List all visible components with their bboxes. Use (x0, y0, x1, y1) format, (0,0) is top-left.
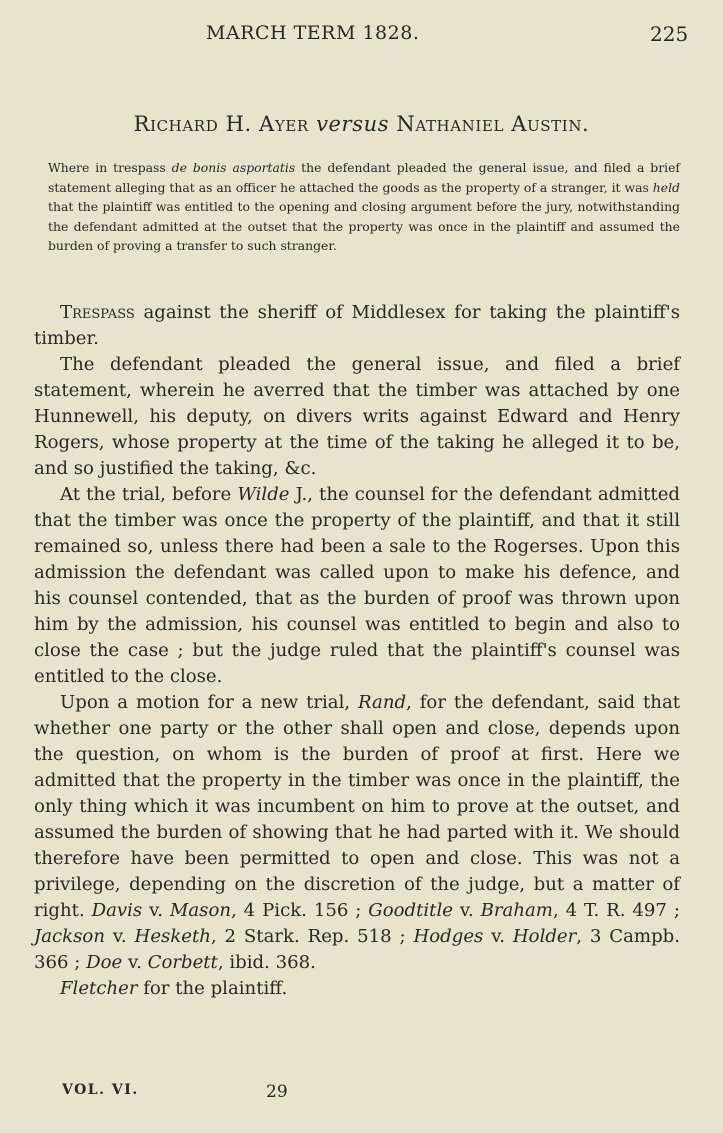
paragraph-text: At the trial, before (60, 484, 238, 505)
volume-label: VOL. VI. (62, 1082, 139, 1098)
citation-v: v. (452, 900, 481, 921)
page-header (0, 22, 723, 52)
signature-mark: 29 (266, 1082, 288, 1102)
defendant-name: Nathaniel Austin. (396, 112, 590, 136)
citation-party: Hodges (413, 926, 484, 947)
citation-ref: , 4 T. R. 497 ; (552, 900, 680, 921)
citation-ref: , 2 Stark. Rep. 518 ; (210, 926, 414, 947)
counsel-name: Fletcher (60, 978, 138, 999)
report-body (34, 300, 680, 1002)
paragraph-text: against the sheriff of Middlesex for taking the plaintiff's timber. (34, 302, 680, 349)
headnote-text: Where in trespass (48, 160, 172, 175)
citation-party: Doe (86, 952, 123, 973)
headnote-text: the defendant pleaded the general issue, and filed a brief statement alleging that as an officer he attached the goods as the property of a stranger, it was (48, 160, 680, 195)
citation-party: Mason (169, 900, 232, 921)
citation-party: Braham (480, 900, 553, 921)
citation-party: Corbett (147, 952, 218, 973)
versus-word: versus (316, 112, 390, 136)
case-title (0, 112, 723, 136)
citation-v: v. (142, 900, 170, 921)
citation-v: v. (122, 952, 148, 973)
judge-name: Wilde (237, 484, 290, 505)
citation-party: Goodtitle (368, 900, 453, 921)
citation-party: Holder (512, 926, 577, 947)
citation-party: Davis (91, 900, 143, 921)
citation-ref: , 4 Pick. 156 ; (231, 900, 369, 921)
paragraph-text: , for the defendant, said that whether one party or the other shall open and close, depends upon the question, on whom is the burden of proof at first. Here we admitted that the property in the timber was once in the plaintiff, the only thing which it was incumbent on him to prove at the outset, and assumed the burden of showing that he had parted with it. We should therefore have been permitted to open and close. This was not a privilege, depending on the discretion of the judge, but a matter of right. (34, 692, 680, 921)
running-head: MARCH TERM 1828. (206, 22, 420, 44)
paragraph-trespass (34, 300, 680, 352)
paragraph-motion (34, 690, 680, 976)
headnote-paragraph (48, 158, 680, 256)
paragraph-text: Upon a motion for a new trial, (60, 692, 359, 713)
paragraph-plaintiff-counsel (34, 976, 680, 1002)
paragraph-text: for the plaintiff. (137, 978, 288, 999)
citation-party: Hesketh (134, 926, 211, 947)
citation-party: Jackson (34, 926, 105, 947)
citation-ref: , 3 Campb. 366 ; (34, 926, 680, 973)
paragraph-trial (34, 482, 680, 690)
paragraph-text: J., the counsel for the defendant admitted that the timber was once the property of the plaintiff, and that it still remained so, unless there had been a sale to the Rogerses. Upon this admission the defendant was called upon to make his defence, and his counsel contended, that as the burden of proof was thrown upon him by the admission, his counsel was entitled to begin and also to close the case ; but the judge ruled that the plaintiff's counsel was entitled to the close. (34, 484, 680, 687)
paragraph-pleading: The defendant pleaded the general issue, and filed a brief statement, wherein he averred that the timber was attached by one Hunnewell, his deputy, on divers writs against Edward and Henry Rogers, whose property at the time of the taking he alleged it to be, and so justified the taking, &c. (34, 354, 680, 479)
citation-v: v. (104, 926, 135, 947)
headnote (48, 158, 680, 256)
headnote-latin-term: de bonis asportatis (171, 160, 296, 175)
citation-v: v. (483, 926, 513, 947)
lead-word: Trespass (60, 302, 135, 323)
headnote-held: held (652, 179, 680, 195)
plaintiff-name: Richard H. Ayer (133, 112, 309, 136)
counsel-name: Rand (358, 692, 407, 713)
citation-ref: , ibid. 368. (217, 952, 316, 973)
page-number: 225 (650, 22, 689, 46)
page-footer (0, 1082, 723, 1106)
headnote-text: that the plaintiff was entitled to the opening and closing argument before the jury, notwithstanding the defendant admitted at the outset that the property was once in the plaintiff and assumed the burden of proving a transfer to such stranger. (48, 199, 680, 254)
